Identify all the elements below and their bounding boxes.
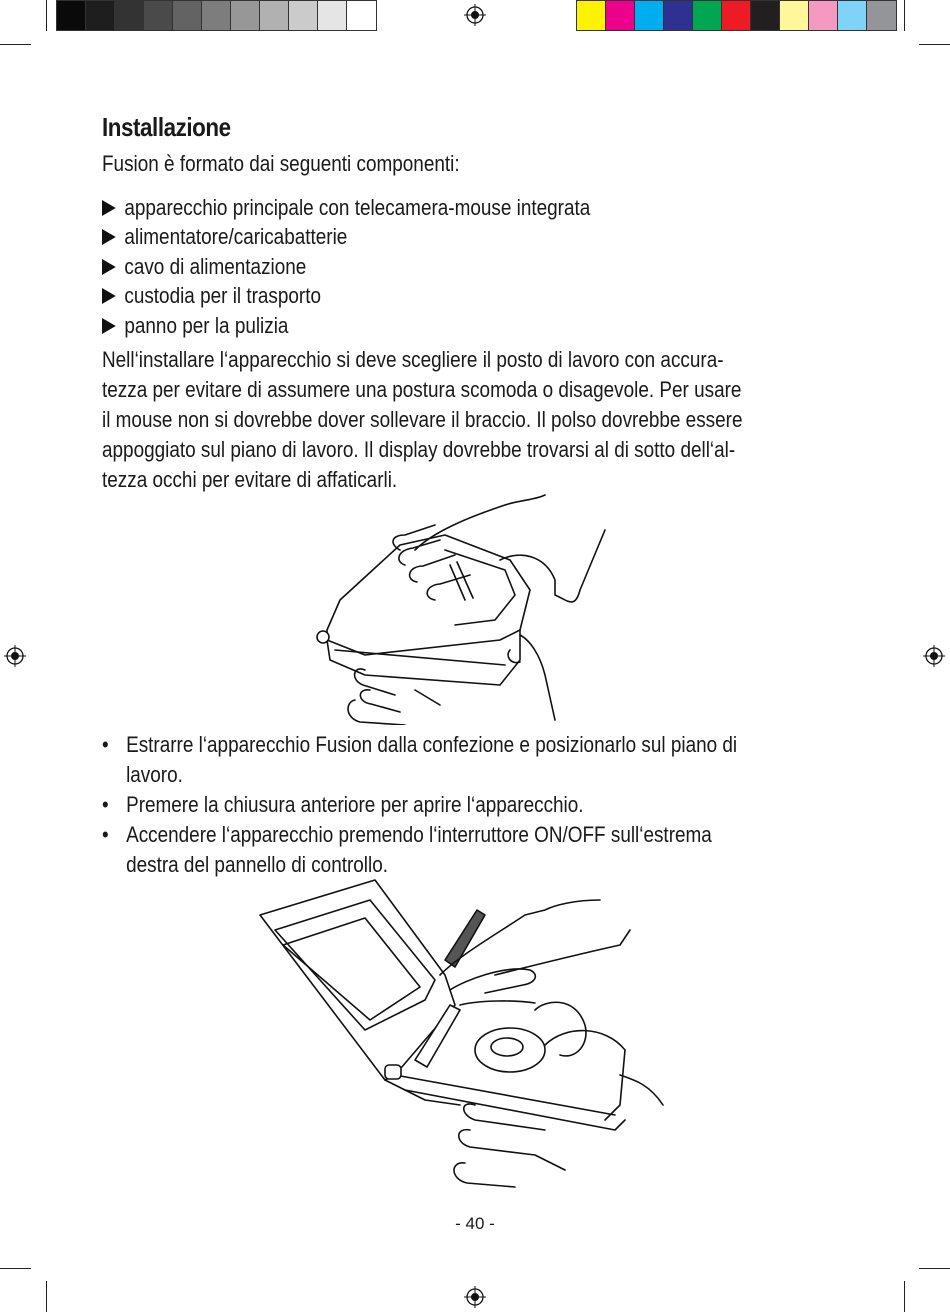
triangle-right-icon <box>102 318 116 334</box>
component-list <box>102 193 842 341</box>
page-title: Installazione <box>102 112 231 142</box>
color-swatch <box>115 1 144 30</box>
color-swatch <box>693 1 722 30</box>
list-item: • Premere la chiusura anteriore per aprire l‘apparecchio. <box>102 792 584 817</box>
list-item: alimentatore/caricabatterie <box>102 223 738 253</box>
color-swatch <box>577 1 606 30</box>
crop-mark <box>0 1268 31 1269</box>
grayscale-calibration-bar <box>56 0 377 31</box>
page-content <box>102 112 842 495</box>
color-swatch <box>347 1 376 30</box>
color-calibration-bar <box>576 0 897 31</box>
list-item: custodia per il trasporto <box>102 282 738 312</box>
color-swatch <box>751 1 780 30</box>
color-swatch <box>809 1 838 30</box>
color-swatch <box>260 1 289 30</box>
page-number: - 40 - <box>455 1214 495 1233</box>
list-item: • Estrarre l‘apparecchio Fusion dalla confezione e posizionarlo sul piano di lavoro. <box>102 732 738 787</box>
color-swatch <box>664 1 693 30</box>
installation-paragraph: Nell‘installare l‘apparecchio si deve scegliere il posto di lavoro con accura- tezza per evitare di assumere una postura scomoda o disagevole. Per usare il mouse non si dovrebbe dover sollevare il braccio. Il polso dovrebbe essere appoggiato sul piano di lavoro. Il display dovrebbe trovarsi al di sotto dell‘al- tezza occhi per evitare di affaticarli. <box>102 346 743 492</box>
list-item: • Accendere l‘apparecchio premendo l‘interruttore ON/OFF sull‘estrema destra del pannello di controllo. <box>102 822 712 877</box>
color-swatch <box>722 1 751 30</box>
crop-mark <box>919 1268 950 1269</box>
intro-text: Fusion è formato dai seguenti componenti: <box>102 151 460 176</box>
crop-mark <box>919 44 950 45</box>
crosshair-icon <box>923 645 945 667</box>
color-swatch <box>780 1 809 30</box>
list-item: cavo di alimentazione <box>102 252 738 282</box>
color-swatch <box>86 1 115 30</box>
closed-device-hands-illustration <box>305 490 615 725</box>
crosshair-icon <box>4 645 26 667</box>
color-swatch <box>173 1 202 30</box>
color-swatch <box>231 1 260 30</box>
crop-mark <box>0 44 31 45</box>
color-swatch <box>202 1 231 30</box>
triangle-right-icon <box>102 229 116 245</box>
triangle-right-icon <box>102 288 116 304</box>
triangle-right-icon <box>102 200 116 216</box>
crop-mark <box>904 1281 905 1312</box>
crop-mark <box>904 0 905 31</box>
color-swatch <box>838 1 867 30</box>
setup-steps <box>102 730 950 880</box>
color-swatch <box>57 1 86 30</box>
triangle-right-icon <box>102 259 116 275</box>
color-swatch <box>289 1 318 30</box>
crosshair-icon <box>464 1286 486 1308</box>
crosshair-icon <box>464 4 486 26</box>
color-swatch <box>867 1 896 30</box>
color-swatch <box>144 1 173 30</box>
color-swatch <box>606 1 635 30</box>
color-swatch <box>318 1 347 30</box>
list-item: panno per la pulizia <box>102 311 738 341</box>
list-item: apparecchio principale con telecamera-mouse integrata <box>102 193 738 223</box>
crop-mark <box>46 1281 47 1312</box>
color-swatch <box>635 1 664 30</box>
open-device-stylus-hands-illustration <box>245 875 665 1195</box>
crop-mark <box>46 0 47 31</box>
